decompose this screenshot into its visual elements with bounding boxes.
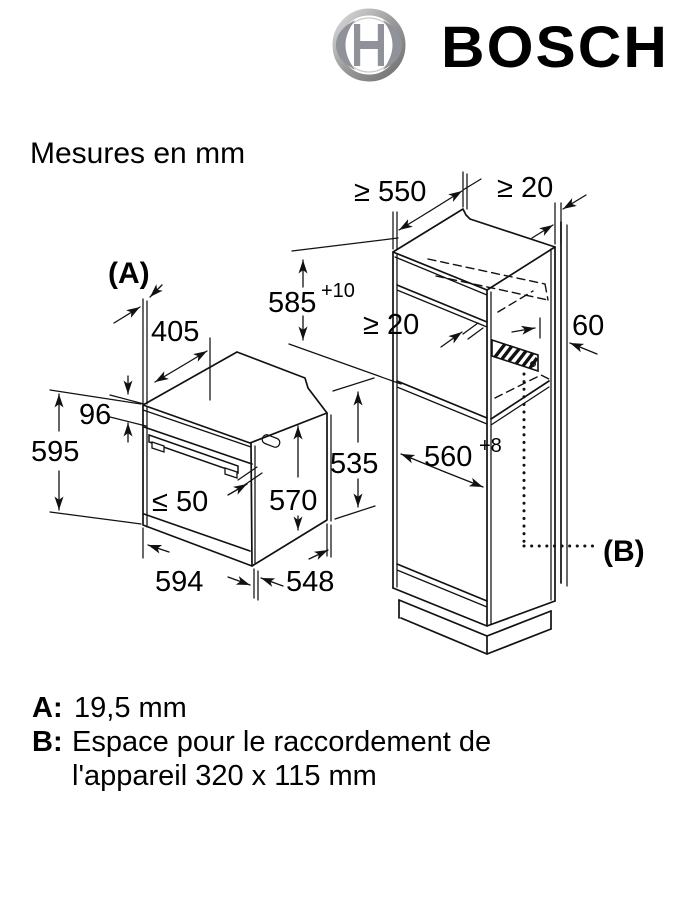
dim-oven-top-depth: 405 bbox=[151, 316, 200, 348]
cabinet-dimensions bbox=[268, 172, 645, 568]
note-b-line1: Espace pour le raccordement de bbox=[72, 726, 492, 758]
vent-cutout bbox=[492, 340, 538, 371]
note-b-line2: l'appareil 320 x 115 mm bbox=[72, 760, 377, 792]
dim-oven-width: 594 bbox=[155, 566, 204, 598]
bosch-logo bbox=[336, 12, 669, 80]
footnotes bbox=[32, 692, 491, 792]
dim-mid-rear-gap: ≥ 20 bbox=[363, 309, 420, 341]
dim-top-rear-gap: ≥ 20 bbox=[497, 172, 554, 204]
note-a-text: 19,5 mm bbox=[74, 692, 187, 724]
dim-cabinet-depth: ≥ 550 bbox=[354, 176, 427, 208]
dim-oven-height: 595 bbox=[31, 436, 80, 468]
callout-b: (B) bbox=[603, 535, 645, 568]
units-title: Mesures en mm bbox=[30, 137, 246, 170]
dim-niche-width-tolerance: +8 bbox=[479, 435, 502, 457]
dim-niche-height-tolerance: +10 bbox=[321, 280, 355, 302]
dim-vent-depth: 60 bbox=[572, 310, 605, 342]
dim-oven-depth: 548 bbox=[286, 566, 335, 598]
oven-drawing bbox=[143, 352, 331, 566]
note-b-key: B: bbox=[32, 726, 63, 758]
bosch-wordmark: BOSCH bbox=[441, 15, 669, 80]
door-handle bbox=[149, 435, 238, 478]
note-a-key: A: bbox=[32, 692, 63, 724]
dim-niche-width: 560 bbox=[424, 441, 473, 473]
dim-handle-depth: ≤ 50 bbox=[152, 486, 209, 518]
cabinet-drawing bbox=[393, 209, 598, 654]
callout-a: (A) bbox=[108, 257, 150, 290]
dim-panel-height: 96 bbox=[79, 399, 112, 431]
dim-rear-height: 535 bbox=[330, 448, 379, 480]
dim-niche-height: 585 bbox=[268, 287, 317, 319]
dim-door-height: 570 bbox=[269, 485, 318, 517]
side-grip-recess bbox=[261, 434, 281, 449]
